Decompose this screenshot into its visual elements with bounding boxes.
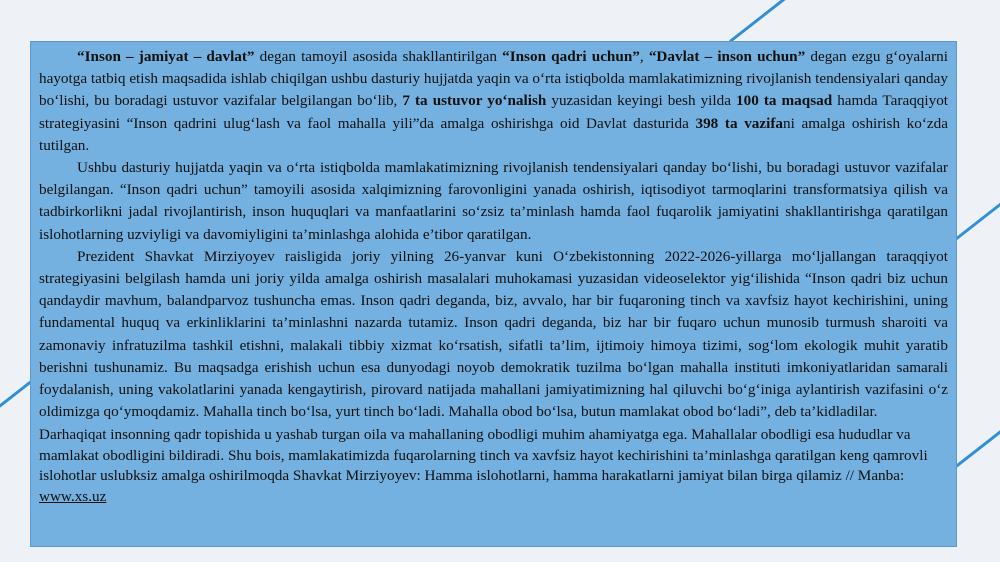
decorative-line — [729, 0, 825, 43]
bold-phrase: 7 ta ustuvor yo‘nalish — [402, 92, 547, 110]
bold-phrase: “Inson qadri uchun” — [502, 48, 640, 65]
bold-phrase: “Davlat – inson uchun” — [648, 48, 806, 65]
source-link[interactable]: www.xs.uz — [39, 487, 107, 505]
text-span: , — [639, 48, 649, 65]
paragraph-1 — [39, 46, 948, 157]
text-span: Darhaqiqat insonning qadr topishida u yashab turgan oila va mahallaning obodligi muhim ahamiyatga ega. Mahallalar obodligi esa hududlar va mamlakat obodligini bildiradi. Shu bois, mamlakatimizda fuqarolarning tinch va xavfsiz hayot kechirishini ta’minlashga qaratilgan keng qamrovli islohotlar uslubksiz amalga oshirilmoqda Shavkat Mirziyoyev: Hamma islohotlarni, hamma harakatlarni jamiyat bilan birga qilamiz // Manba: — [39, 426, 928, 485]
paragraph-2: Ushbu dasturiy hujjatda yaqin va o‘rta istiqbolda mamlakatimizning rivojlanish tendensiyalari qanday bo‘lishi, bu boradagi ustuvor vazifalar belgilangan. “Inson qadri uchun” tamoyili asosida xalqimizning farovonligini yanada oshirish, iqtisodiyot tarmoqlarini transformatsiya qilish va tadbirkorlikni jadal rivojlantirish, inson huquqlari va manfaatlarini so‘zsiz ta’minlash hamda faol fuqarolik jamiyatini shakllantirishga qaratilgan islohotlarning uzviyligi va davomiyligini ta’minlashga alohida e’tibor qaratilgan. — [39, 159, 948, 243]
text-span: degan ezgu g‘oyalarni hayotga tatbiq etish maqsadida ishlab chiqilgan ushbu dasturiy hujjatda yaqin va o‘rta istiqbolda mamlakatimizning rivojlanish tendensiyalari qanday bo‘lishi, bu boradagi ustuvor vazifalar belgilangan bo‘lib, — [39, 48, 948, 110]
bold-phrase: 398 ta vazifa — [695, 114, 783, 132]
bold-phrase: “Inson – jamiyat – davlat” — [77, 48, 255, 65]
bold-phrase: 100 ta maqsad — [736, 92, 833, 110]
text-span: yuzasidan keyingi besh yilda — [546, 92, 736, 110]
paragraph-4 — [39, 425, 948, 507]
text-span: degan tamoyil asosida shakllantirilgan — [254, 48, 503, 65]
text-span: hamda Taraqqiyot strategiyasini “Inson qadrini ulug‘lash va faol mahalla yili”da amalga oshirishga oid Davlat dasturida — [39, 92, 949, 132]
text-span: ni amalga oshirish ko‘zda tutilgan. — [39, 114, 948, 154]
paragraph-3: Prezident Shavkat Mirziyoyev raisligida joriy yilning 26-yanvar kuni O‘zbekistonning 2022-2026-yillarga mo‘ljallangan taraqqiyot strategiyasini belgilash hamda uni joriy yilda amalga oshirish masalalari muhokamasi yuzasidan videoselektor yig‘ilishida “Inson qadri biz uchun qandaydir mavhum, balandparvoz tushuncha emas. Inson qadri deganda, biz, avvalo, har bir fuqaroning tinch va xavfsiz hayot kechirishini, uning fundamental huquq va erkinliklarini ta’minlashni nazarda tutamiz. Inson qadri deganda, biz har bir fuqaro uchun munosib turmush sharoiti va zamonaviy infratuzilma tashkil etishni, malakali tibbiy xizmat ko‘rsatish, sifatli ta’lim, ijtimoiy himoya tizimi, sog‘lom ekologik muhit yaratib berishni tushunamiz. Bu maqsadga erishish uchun esa dunyodagi noyob demokratik tuzilma bo‘lgan mahalla instituti imkoniyatlaridan samarali foydalanish, uning vakolatlarini yanada kengaytirish, pirovard natijada mahallani jamiyatimizning hal qiluvchi bo‘g‘iniga aylantirish vazifasini o‘z oldimizga qo‘ymoqdamiz. Mahalla tinch bo‘lsa, yurt tinch bo‘ladi. Mahalla obod bo‘lsa, butun mamlakat obod bo‘ladi”, deb ta’kidladilar. — [39, 247, 948, 421]
text-card — [30, 41, 957, 547]
